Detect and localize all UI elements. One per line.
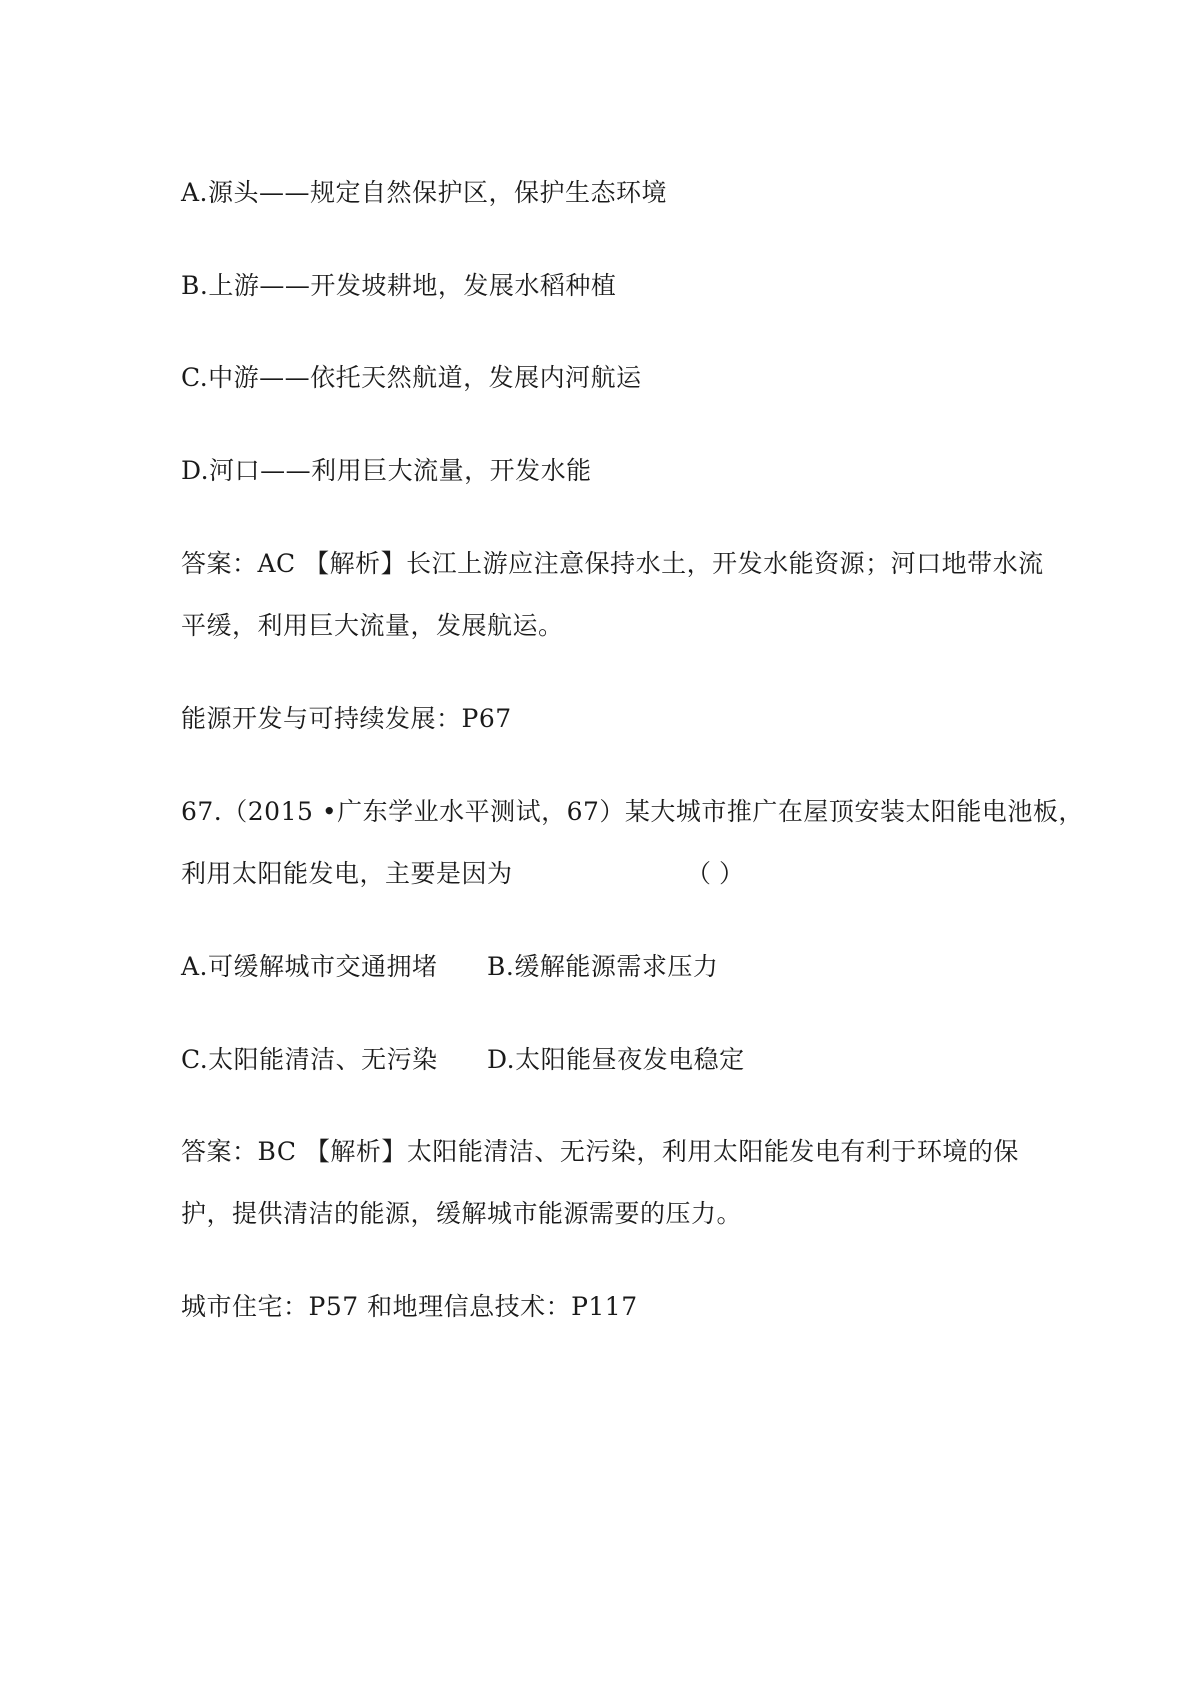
- section-heading-next: 城市住宅：P57 和地理信息技术：P117: [181, 1292, 638, 1321]
- q67-option-c: C.太阳能清洁、无污染: [181, 1045, 438, 1074]
- q67-answer-line1: 答案：BC 【解析】太阳能清洁、无污染，利用太阳能发电有利于环境的保: [181, 1137, 1019, 1166]
- answer-analysis-line2: 平缓，利用巨大流量，发展航运。: [181, 611, 564, 640]
- answer-parentheses: （ ）: [686, 859, 744, 888]
- q67-answer-line2: 护，提供清洁的能源，缓解城市能源需要的压力。: [181, 1199, 743, 1228]
- option-a-source: A.源头——规定自然保护区，保护生态环境: [181, 178, 668, 207]
- section-heading-energy: 能源开发与可持续发展：P67: [181, 704, 512, 733]
- answer-analysis-line1: 答案：AC 【解析】长江上游应注意保持水土，开发水能资源；河口地带水流: [181, 549, 1044, 578]
- option-d-estuary: D.河口——利用巨大流量，开发水能: [181, 456, 592, 485]
- q67-option-b: B.缓解能源需求压力: [487, 952, 719, 981]
- option-c-midstream: C.中游——依托天然航道，发展内河航运: [181, 363, 642, 392]
- q67-option-d: D.太阳能昼夜发电稳定: [487, 1045, 745, 1074]
- option-b-upstream: B.上游——开发坡耕地，发展水稻种植: [181, 271, 617, 300]
- q67-option-a: A.可缓解城市交通拥堵: [181, 952, 438, 981]
- question-67-stem-line1: 67.（2015 •广东学业水平测试，67）某大城市推广在屋顶安装太阳能电池板，: [181, 797, 1084, 826]
- question-67-stem-line2: 利用太阳能发电，主要是因为: [181, 859, 513, 888]
